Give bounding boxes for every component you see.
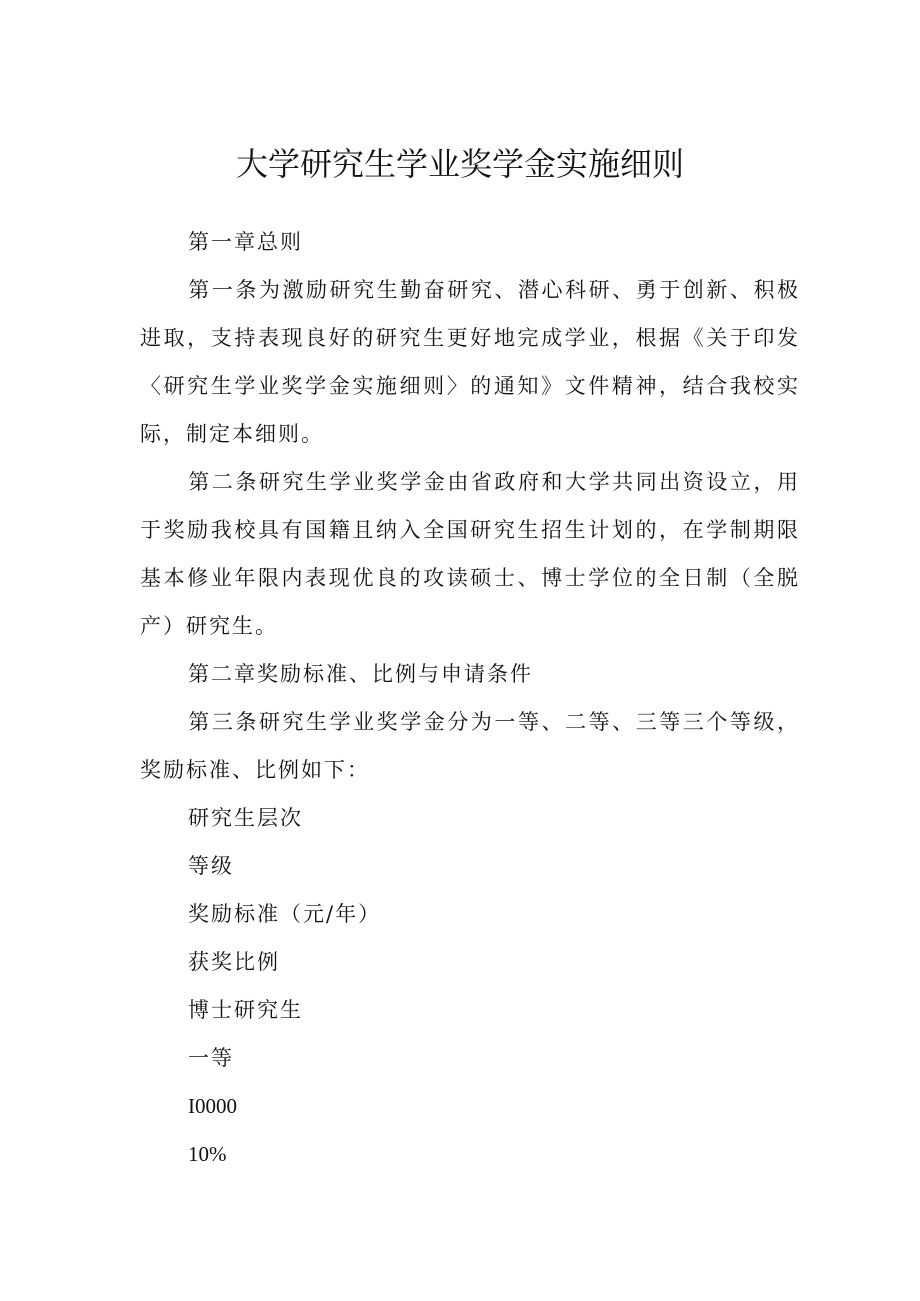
- table-cell-text: 研究生层次: [188, 806, 303, 830]
- article-paragraph: 第一条为激励研究生勤奋研究、潜心科研、勇于创新、积极进取，支持表现良好的研究生更好地完成学业，根据《关于印发〈研究生学业奖学金实施细则〉的通知》文件精神，结合我校实际，制定本细则。: [140, 278, 800, 446]
- document-title: 大学研究生学业奖学金实施细则: [235, 145, 684, 183]
- document-body: [140, 218, 800, 1178]
- chapter-heading: 第二章奖励标准、比例与申请条件: [188, 662, 533, 686]
- table-cell-text: 等级: [188, 854, 234, 878]
- table-cell-text: 一等: [188, 1046, 234, 1070]
- article-paragraph: 第三条研究生学业奖学金分为一等、二等、三等三个等级，奖励标准、比例如下：: [140, 710, 800, 782]
- table-cell-value: 10%: [188, 1142, 227, 1166]
- table-cell-text: 获奖比例: [188, 950, 280, 974]
- table-cell-value: I0000: [188, 1094, 237, 1118]
- article-paragraph: 第二条研究生学业奖学金由省政府和大学共同出资设立，用于奖励我校具有国籍且纳入全国研究生招生计划的，在学制期限基本修业年限内表现优良的攻读硕士、博士学位的全日制（全脱产）研究生。: [140, 470, 800, 638]
- table-cell-text: 奖励标准（元/年）: [188, 902, 382, 926]
- table-cell-text: 博士研究生: [188, 998, 303, 1022]
- chapter-heading: 第一章总则: [188, 230, 303, 254]
